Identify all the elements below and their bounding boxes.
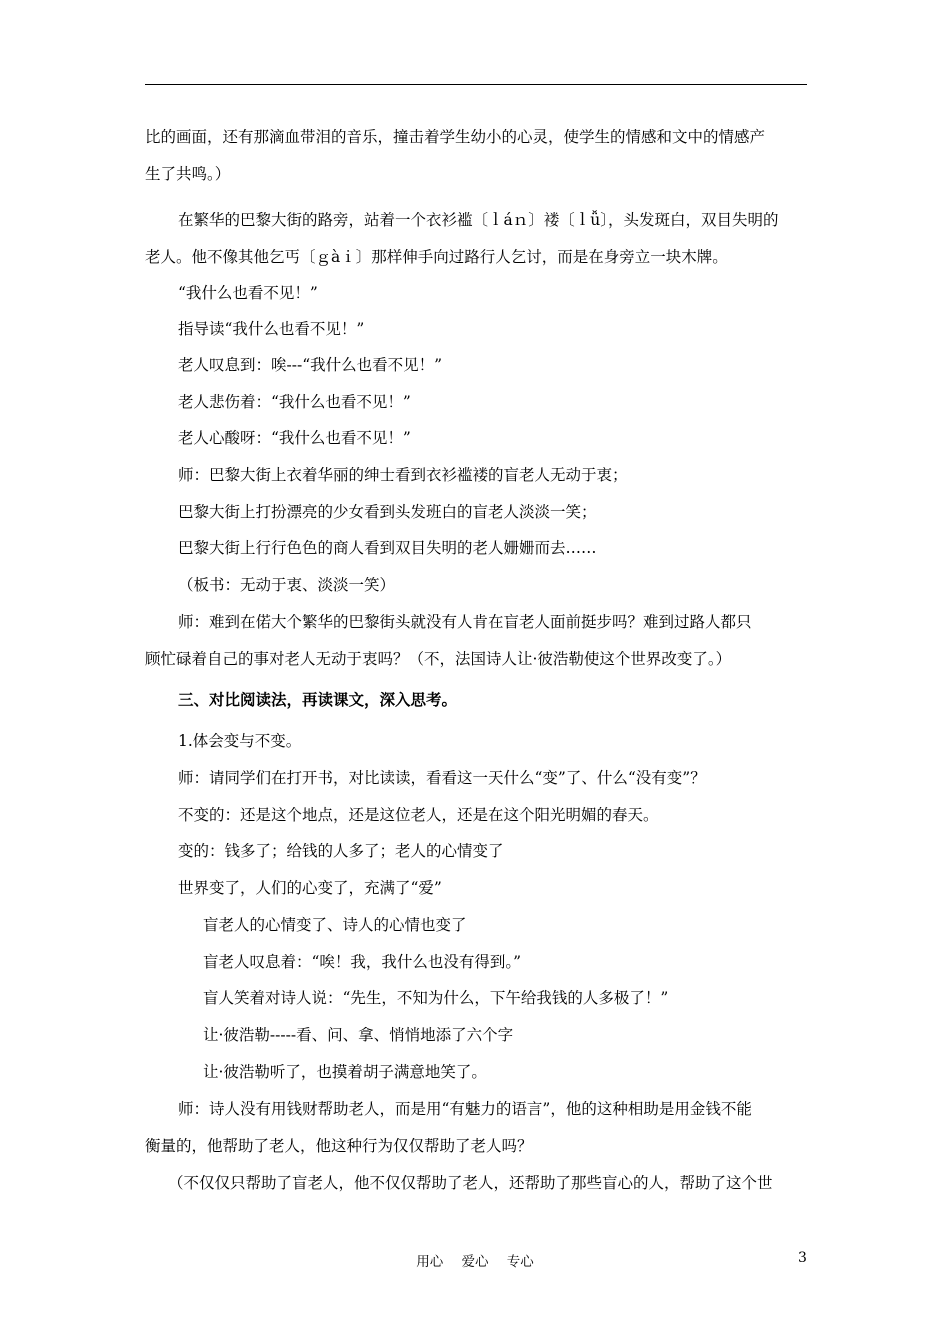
text-line: 巴黎大街上打扮漂亮的少女看到头发班白的盲老人淡淡一笑； [178,503,597,521]
text-line: 比的画面，还有那滴血带泪的音乐，撞击着学生幼小的心灵，使学生的情感和文中的情感产 [145,128,766,146]
header-rule [145,84,807,85]
text-line: 师：巴黎大街上衣着华丽的绅士看到衣衫褴褛的盲老人无动于衷； [178,466,628,484]
text-line: 老人悲伤着：“我什么也看不见！” [178,393,411,411]
text-line: 师：诗人没有用钱财帮助老人，而是用“有魅力的语言”，他的这种相助是用金钱不能 [178,1100,752,1118]
text-line: 世界变了，人们的心变了，充满了“爱” [178,879,442,897]
text-line: 师：请同学们在打开书，对比读读，看看这一天什么“变”了、什么“没有变”？ [178,769,706,787]
text-line: 师：难到在偌大个繁华的巴黎街头就没有人肯在盲老人面前挺步吗？难到过路人都只 [178,613,752,631]
text-line: 顾忙碌着自己的事对老人无动于衷吗？（不，法国诗人让·彼浩勒使这个世界改变了。） [145,650,732,668]
text-line: 盲人笑着对诗人说：“先生，不知为什么，下午给我钱的人多极了！” [203,989,669,1007]
section-heading: 三、对比阅读法，再读课文，深入思考。 [178,690,458,709]
footer-motto: 用心 爱心 专心 [416,1254,534,1270]
text-line: “我什么也看不见！” [178,284,318,302]
text-line: 巴黎大街上行行色色的商人看到双目失明的老人姗姗而去…… [178,539,597,557]
page-number: 3 [798,1250,807,1266]
text-line: 指导读“我什么也看不见！” [178,320,365,338]
text-line: 衡量的，他帮助了老人，他这种行为仅仅帮助了老人吗？ [145,1137,533,1155]
text-line: 老人。他不像其他乞丐〔ｇàｉ〕那样伸手向过路行人乞讨，而是在身旁立一块木牌。 [145,248,728,266]
text-line: 1.体会变与不变。 [178,732,302,750]
text-line: （不仅仅只帮助了盲老人，他不仅仅帮助了老人，还帮助了那些盲心的人，帮助了这个世 [168,1174,773,1192]
text-line: 变的：钱多了；给钱的人多了；老人的心情变了 [178,842,504,860]
text-line: 生了共鸣。） [145,165,231,183]
text-line: （板书：无动于衷、淡淡一笑） [178,576,396,594]
text-line: 在繁华的巴黎大街的路旁，站着一个衣衫褴〔ｌáｎ〕褛〔ｌǚ〕，头发斑白，双目失明的 [178,211,779,229]
text-line: 老人叹息到：唉---“我什么也看不见！” [178,356,443,374]
text-line: 让·彼浩勒-----看、问、拿、悄悄地添了六个字 [203,1026,514,1044]
text-line: 让·彼浩勒听了，也摸着胡子满意地笑了。 [203,1063,487,1081]
text-line: 盲老人叹息着：“唉！我，我什么也没有得到。” [203,953,522,971]
text-line: 老人心酸呀：“我什么也看不见！” [178,429,411,447]
text-line: 不变的：还是这个地点，还是这位老人，还是在这个阳光明媚的春天。 [178,806,659,824]
text-line: 盲老人的心情变了、诗人的心情也变了 [203,916,467,934]
